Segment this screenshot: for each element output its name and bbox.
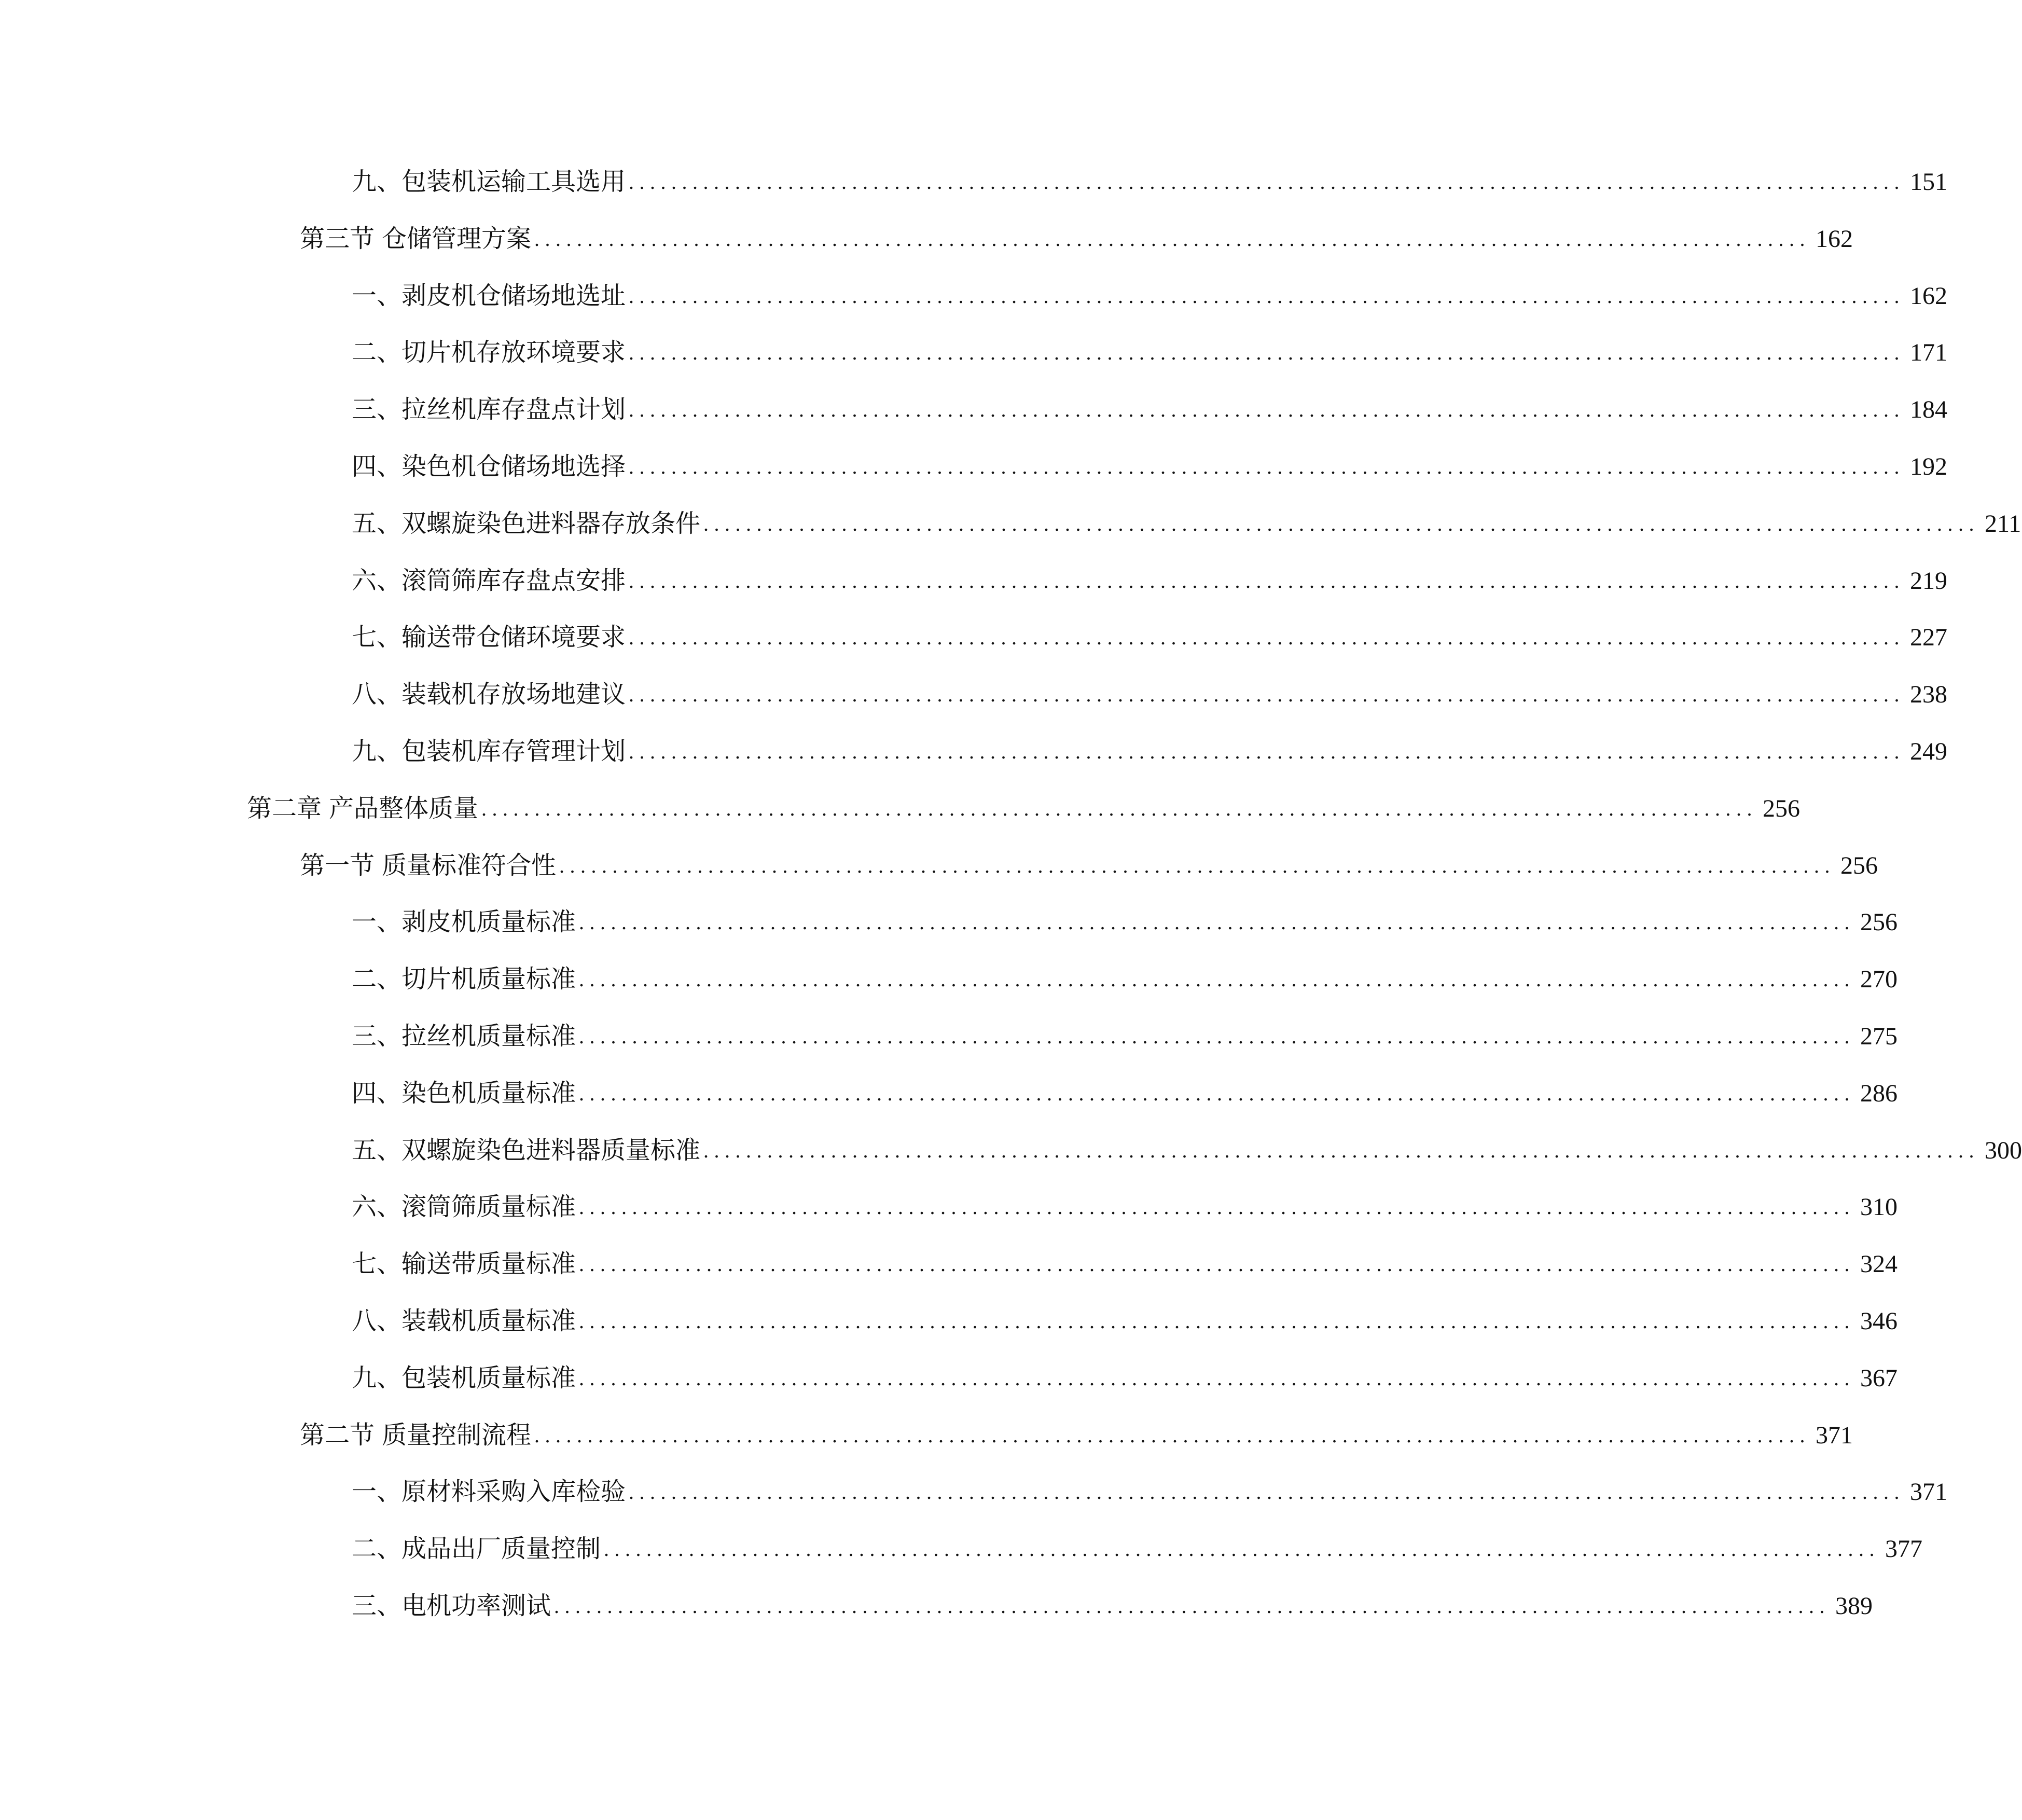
toc-entry[interactable] [352, 563, 1948, 599]
toc-entry-number: 九、 [352, 168, 402, 196]
toc-entry-number: 七、 [352, 624, 402, 652]
toc-entry-title: 产品整体质量 [329, 794, 479, 822]
toc-entry-number: 五、 [352, 509, 402, 537]
dot-leader: ........................................................................................................................ [629, 284, 1905, 308]
toc-entry-page: 389 [1835, 1592, 1873, 1620]
toc-entry-page: 151 [1910, 168, 1948, 196]
toc-entry-number: 第三节 [300, 225, 375, 253]
toc-entry[interactable] [352, 904, 1898, 941]
toc-entry-number: 二、 [352, 966, 402, 994]
toc-entry-page: 300 [1985, 1136, 2022, 1164]
toc-entry-page: 256 [1860, 908, 1898, 936]
toc-entry[interactable] [352, 278, 1948, 314]
toc-entry[interactable] [352, 1531, 1923, 1567]
dot-leader: ........................................................................................................................ [629, 170, 1905, 194]
toc-entry-number: 一、 [352, 908, 402, 936]
toc-entry-page: 371 [1910, 1478, 1948, 1506]
toc-entry[interactable] [352, 335, 1948, 371]
toc-entry-title: 拉丝机库存盘点计划 [401, 396, 626, 424]
toc-entry-page: 227 [1910, 624, 1948, 652]
toc-entry-page: 310 [1860, 1193, 1898, 1221]
dot-leader: ........................................................................................................................ [579, 1081, 1855, 1105]
toc-entry-page: 286 [1860, 1079, 1898, 1107]
dot-leader: ........................................................................................................................ [703, 1138, 1980, 1162]
toc-entry-page: 162 [1816, 225, 1853, 253]
dot-leader: ........................................................................................................................ [629, 341, 1905, 365]
toc-entry-title: 质量控制流程 [382, 1421, 532, 1449]
toc-entry-page: 256 [1763, 794, 1801, 822]
toc-entry-number: 一、 [352, 282, 402, 310]
toc-entry[interactable] [300, 1417, 1853, 1454]
toc-entry[interactable] [352, 506, 2021, 542]
toc-entry[interactable] [352, 164, 1948, 200]
toc-entry[interactable] [352, 1588, 1873, 1624]
toc-entry-number: 六、 [352, 567, 402, 595]
toc-entry-number: 二、 [352, 339, 402, 367]
toc-entry-title: 装载机质量标准 [401, 1307, 576, 1335]
toc-entry[interactable] [352, 1246, 1898, 1283]
toc-entry-number: 第一节 [300, 851, 375, 879]
toc-entry[interactable] [352, 1303, 1898, 1340]
toc-entry-number: 六、 [352, 1193, 402, 1221]
toc-entry[interactable] [352, 1360, 1898, 1397]
toc-entry-number: 三、 [352, 1592, 402, 1620]
dot-leader: ........................................................................................................................ [629, 398, 1905, 422]
dot-leader: ........................................................................................................................ [629, 569, 1905, 592]
toc-entry[interactable] [352, 734, 1948, 770]
toc-entry-title: 装载机存放场地建议 [401, 681, 626, 709]
toc-entry-title: 成品出厂质量控制 [401, 1535, 601, 1563]
dot-leader: ........................................................................................................................ [629, 626, 1905, 650]
toc-entry-page: 324 [1860, 1250, 1898, 1278]
dot-leader: ........................................................................................................................ [534, 227, 1811, 251]
toc-entry[interactable] [352, 1133, 2022, 1169]
dot-leader: ........................................................................................................................ [579, 1309, 1855, 1333]
dot-leader: ........................................................................................................................ [534, 1423, 1811, 1447]
toc-entry-number: 二、 [352, 1535, 402, 1563]
toc-entry-title: 染色机质量标准 [401, 1079, 576, 1107]
toc-entry-page: 249 [1910, 738, 1948, 765]
toc-entry-page: 377 [1885, 1535, 1923, 1563]
toc-entry-title: 仓储管理方案 [382, 225, 532, 253]
toc-entry-title: 切片机存放环境要求 [401, 339, 626, 367]
toc-entry-number: 九、 [352, 738, 402, 765]
toc-entry-page: 371 [1816, 1421, 1853, 1449]
dot-leader: ........................................................................................................................ [579, 1025, 1855, 1048]
toc-entry-page: 275 [1860, 1023, 1898, 1050]
toc-entry-page: 192 [1910, 453, 1948, 480]
dot-leader: ........................................................................................................................ [629, 740, 1905, 763]
dot-leader: ........................................................................................................................ [579, 968, 1855, 991]
toc-entry-title: 输送带仓储环境要求 [401, 624, 626, 652]
toc-entry-title: 剥皮机仓储场地选址 [401, 282, 626, 310]
dot-leader: ........................................................................................................................ [604, 1537, 1880, 1561]
toc-entry-title: 切片机质量标准 [401, 966, 576, 994]
dot-leader: ........................................................................................................................ [629, 683, 1905, 707]
dot-leader: ........................................................................................................................ [481, 796, 1758, 820]
toc-entry-title: 染色机仓储场地选择 [401, 453, 626, 480]
toc-entry-number: 三、 [352, 396, 402, 424]
toc-entry-number: 一、 [352, 1478, 402, 1506]
toc-entry[interactable] [352, 1474, 1948, 1510]
toc-entry-title: 拉丝机质量标准 [401, 1023, 576, 1050]
toc-entry-number: 五、 [352, 1136, 402, 1164]
toc-entry-title: 双螺旋染色进料器存放条件 [401, 509, 701, 537]
toc-entry[interactable] [247, 791, 1801, 827]
toc-entry-page: 256 [1840, 851, 1878, 879]
toc-entry-page: 270 [1860, 966, 1898, 994]
toc-entry-page: 184 [1910, 396, 1948, 424]
toc-entry-title: 质量标准符合性 [382, 851, 557, 879]
toc-entry-title: 包装机质量标准 [401, 1364, 576, 1392]
toc-entry[interactable] [352, 619, 1948, 656]
dot-leader: ........................................................................................................................ [629, 455, 1905, 478]
toc-entry[interactable] [300, 848, 1878, 884]
dot-leader: ........................................................................................................................ [554, 1594, 1831, 1618]
toc-entry-title: 包装机运输工具选用 [401, 168, 626, 196]
toc-entry-title: 原材料采购入库检验 [401, 1478, 626, 1506]
dot-leader: ........................................................................................................................ [579, 1195, 1855, 1219]
toc-entry[interactable] [352, 677, 1948, 713]
toc-entry-page: 162 [1910, 282, 1948, 310]
toc-entry-page: 171 [1910, 339, 1948, 367]
toc-entry-title: 包装机库存管理计划 [401, 738, 626, 765]
toc-entry-number: 八、 [352, 1307, 402, 1335]
toc-entry-number: 九、 [352, 1364, 402, 1392]
toc-entry-page: 238 [1910, 681, 1948, 709]
toc-entry[interactable] [352, 1018, 1898, 1055]
toc-entry-number: 七、 [352, 1250, 402, 1278]
toc-entry-title: 电机功率测试 [401, 1592, 551, 1620]
toc-entry-title: 滚筒筛质量标准 [401, 1193, 576, 1221]
toc-entry[interactable] [352, 1076, 1898, 1112]
dot-leader: ........................................................................................................................ [559, 853, 1836, 877]
toc-entry[interactable] [352, 1189, 1898, 1225]
toc-entry-number: 第二章 [247, 794, 322, 822]
toc-entry-number: 三、 [352, 1023, 402, 1050]
dot-leader: ........................................................................................................................ [579, 1366, 1855, 1390]
toc-entry-title: 双螺旋染色进料器质量标准 [401, 1136, 701, 1164]
dot-leader: ........................................................................................................................ [579, 1252, 1855, 1276]
dot-leader: ........................................................................................................................ [703, 512, 1980, 535]
toc-entry[interactable] [352, 392, 1948, 428]
toc-entry[interactable] [300, 221, 1853, 257]
dot-leader: ........................................................................................................................ [579, 911, 1855, 934]
toc-entry[interactable] [352, 449, 1948, 485]
toc-entry-number: 四、 [352, 1079, 402, 1107]
toc-entry-number: 第二节 [300, 1421, 375, 1449]
toc-entry-number: 四、 [352, 453, 402, 480]
dot-leader: ........................................................................................................................ [629, 1480, 1905, 1504]
toc-entry-title: 输送带质量标准 [401, 1250, 576, 1278]
toc-entry-page: 211 [1985, 509, 2021, 537]
toc-entry-page: 346 [1860, 1307, 1898, 1335]
toc-entry-title: 滚筒筛库存盘点安排 [401, 567, 626, 595]
toc-entry-title: 剥皮机质量标准 [401, 908, 576, 936]
toc-entry[interactable] [352, 961, 1898, 998]
toc-entry-number: 八、 [352, 681, 402, 709]
toc-entry-page: 219 [1910, 567, 1948, 595]
toc-entry-page: 367 [1860, 1364, 1898, 1392]
